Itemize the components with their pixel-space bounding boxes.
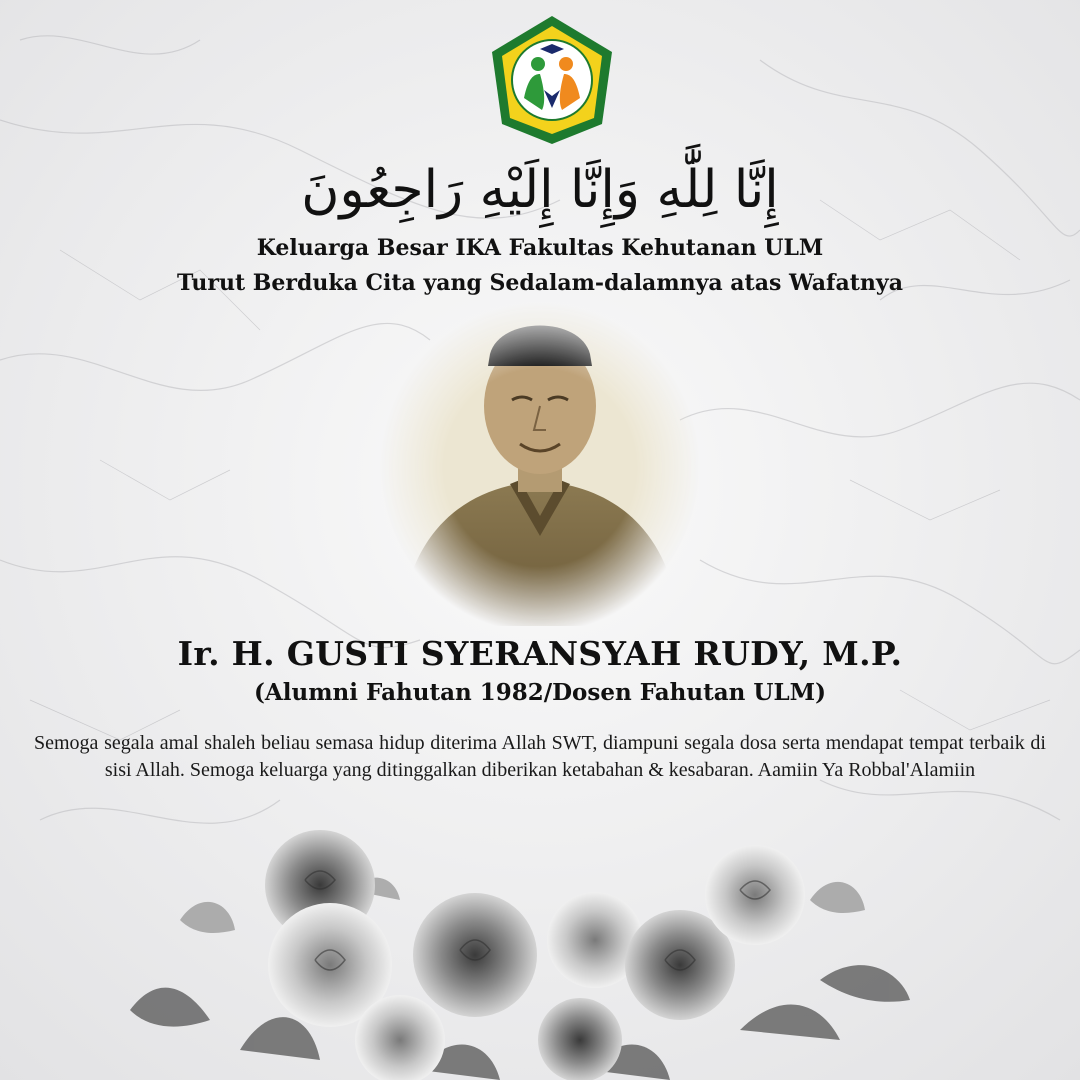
- portrait-photo: [380, 296, 700, 626]
- person-name: Ir. H. GUSTI SYERANSYAH RUDY, M.P.: [177, 634, 903, 673]
- person-subtitle: (Alumni Fahutan 1982/Dosen Fahutan ULM): [254, 679, 826, 706]
- condolence-message: Semoga segala amal shaleh beliau semasa hidup diterima Allah SWT, diampuni segala dosa serta mendapat tempat terbaik di sisi Allah. Semoga keluarga yang ditinggalkan diberikan ketabahan & kesabaran. Aamiin Ya Robbal'Alamiin: [34, 732, 1046, 781]
- roses-decoration: [120, 830, 920, 1080]
- university-logo-icon: [484, 12, 620, 148]
- header-line-1: Keluarga Besar IKA Fakultas Kehutanan ULM: [256, 235, 824, 261]
- arabic-calligraphy: إِنَّا لِلَّٰهِ وَإِنَّا إِلَيْهِ رَاجِعُونَ: [301, 160, 779, 220]
- header-line-2: Turut Berduka Cita yang Sedalam-dalamnya atas Wafatnya: [177, 270, 903, 296]
